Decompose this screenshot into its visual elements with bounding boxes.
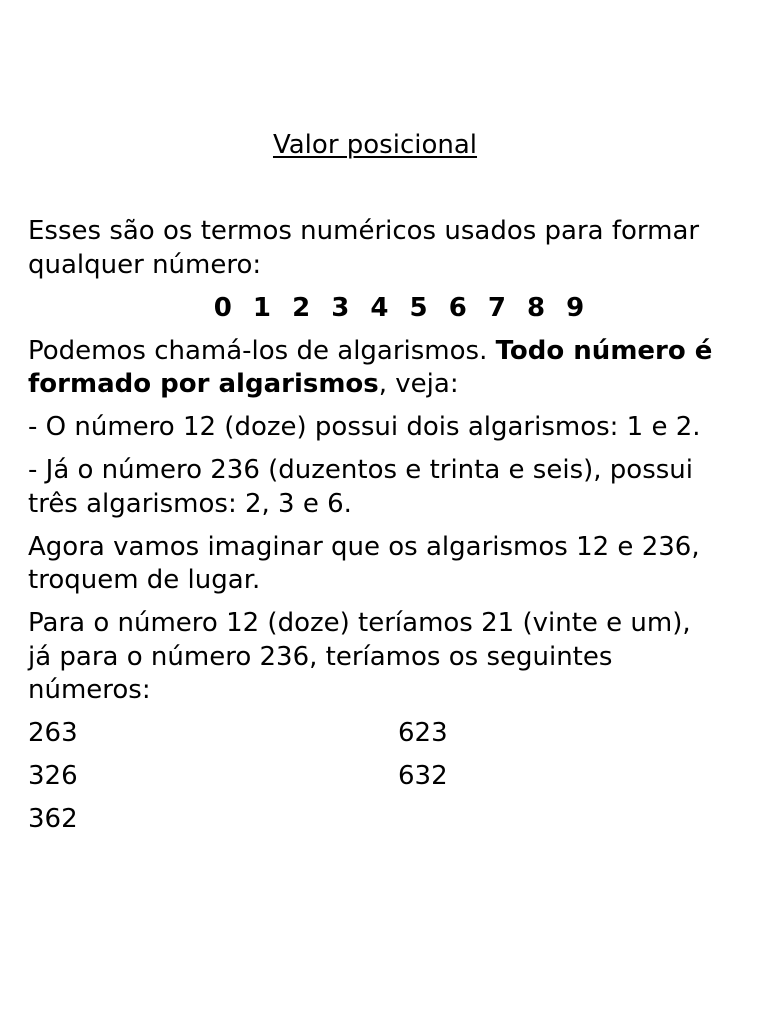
page-title: Valor posicional [272, 130, 478, 160]
permutation-632: 632 [398, 761, 448, 791]
permutation-326: 326 [28, 761, 78, 791]
digit-4: 4 [370, 292, 389, 323]
permutation-263: 263 [28, 718, 78, 748]
digit-2: 2 [292, 292, 311, 323]
algarismos-bold-statement: Todo número é formado por algarismos [28, 335, 713, 399]
digit-1: 1 [252, 292, 271, 323]
permutation-362: 362 [28, 804, 78, 834]
example-12-paragraph: - O número 12 (doze) possui dois algarismos: 1 e 2. [28, 412, 701, 442]
digit-8: 8 [527, 292, 546, 323]
document-body [28, 215, 718, 837]
swap-result-paragraph: Para o número 12 (doze) teríamos 21 (vinte e um), já para o número 236, teríamos os seguintes números: [28, 608, 691, 705]
algarismos-paragraph [28, 335, 718, 402]
permutation-623: 623 [398, 718, 448, 748]
permutations-list [28, 717, 718, 837]
digit-5: 5 [409, 292, 428, 323]
imagine-paragraph: Agora vamos imaginar que os algarismos 12 e 236, troquem de lugar. [28, 531, 700, 595]
digit-0: 0 [213, 292, 232, 323]
digit-9: 9 [566, 292, 585, 323]
example-236-paragraph: - Já o número 236 (duzentos e trinta e seis), possui três algarismos: 2, 3 e 6. [28, 455, 693, 519]
algarismos-text-before: Podemos chamá-los de algarismos. [28, 335, 496, 366]
digit-3: 3 [331, 292, 350, 323]
algarismos-text-after: , veja: [378, 369, 459, 399]
digit-6: 6 [448, 292, 467, 323]
digit-7: 7 [487, 292, 506, 323]
intro-paragraph: Esses são os termos numéricos usados para formar qualquer número: [28, 216, 700, 280]
digits-row [28, 292, 718, 326]
